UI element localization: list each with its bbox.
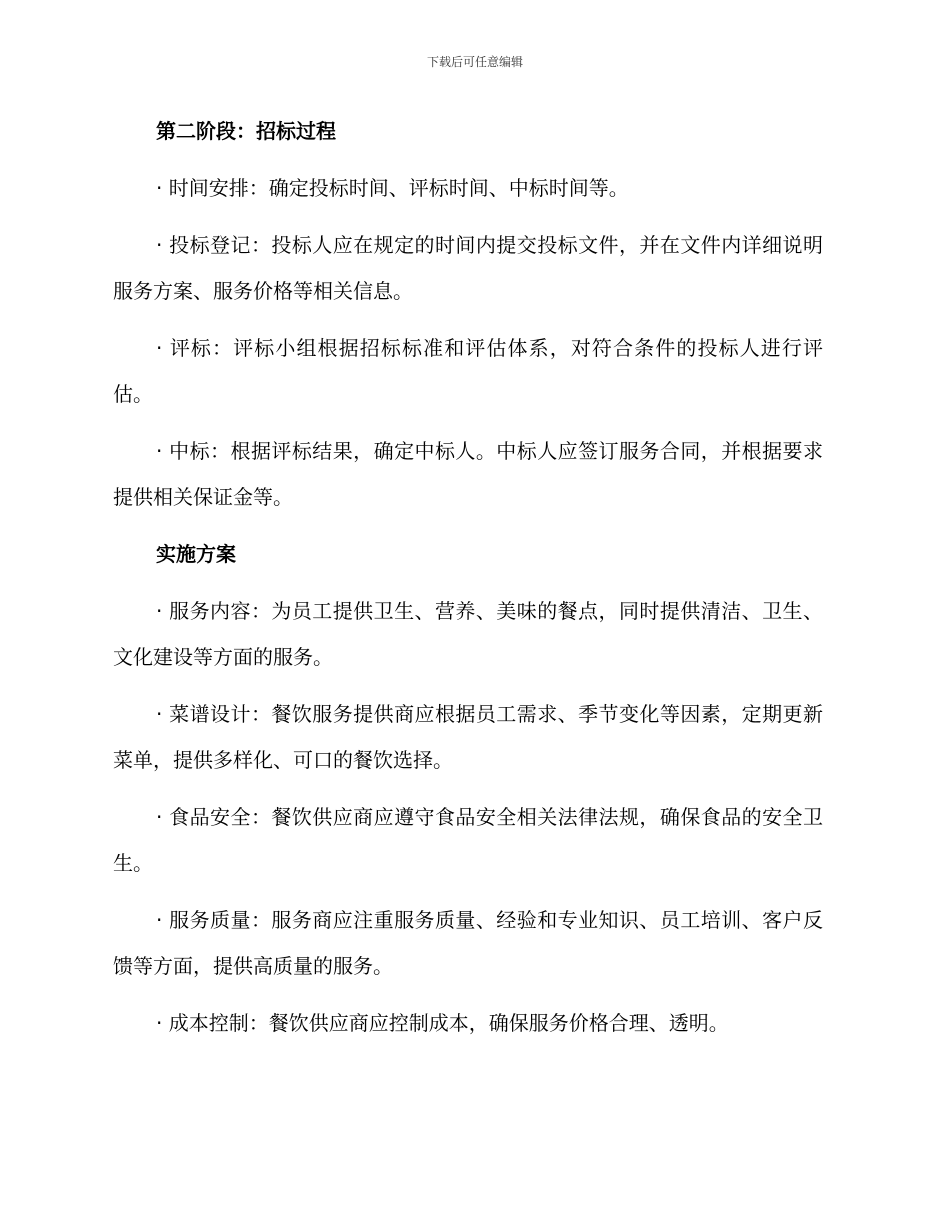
page-header: 下载后可任意编辑 <box>426 55 523 69</box>
section-bidding-process <box>113 108 823 520</box>
list-item: · 成本控制：餐饮供应商应控制成本，确保服务价格合理、透明。 <box>156 1011 729 1035</box>
list-item: · 评标：评标小组根据招标标准和评估体系，对符合条件的投标人进行评估。 <box>113 336 823 406</box>
list-item: · 菜谱设计：餐饮服务提供商应根据员工需求、季节变化等因素，定期更新菜单，提供多样化、可口的餐饮选择。 <box>113 702 823 772</box>
list-item: · 中标：根据评标结果，确定中标人。中标人应签订服务合同，并根据要求提供相关保证金等。 <box>113 439 823 509</box>
list-item: · 食品安全：餐饮供应商应遵守食品安全相关法律法规，确保食品的安全卫生。 <box>113 805 823 875</box>
list-item: · 服务质量：服务商应注重服务质量、经验和专业知识、员工培训、客户反馈等方面，提供高质量的服务。 <box>113 908 823 978</box>
list-item: · 时间安排：确定投标时间、评标时间、中标时间等。 <box>156 176 629 200</box>
document-body <box>113 108 823 1057</box>
section-heading: 第二阶段：招标过程 <box>156 119 336 143</box>
list-item: · 服务内容：为员工提供卫生、营养、美味的餐点，同时提供清洁、卫生、文化建设等方面的服务。 <box>113 599 823 669</box>
list-item: · 投标登记：投标人应在规定的时间内提交投标文件，并在文件内详细说明服务方案、服务价格等相关信息。 <box>113 233 823 303</box>
section-heading: 实施方案 <box>156 542 236 566</box>
section-implementation-plan <box>113 531 823 1046</box>
